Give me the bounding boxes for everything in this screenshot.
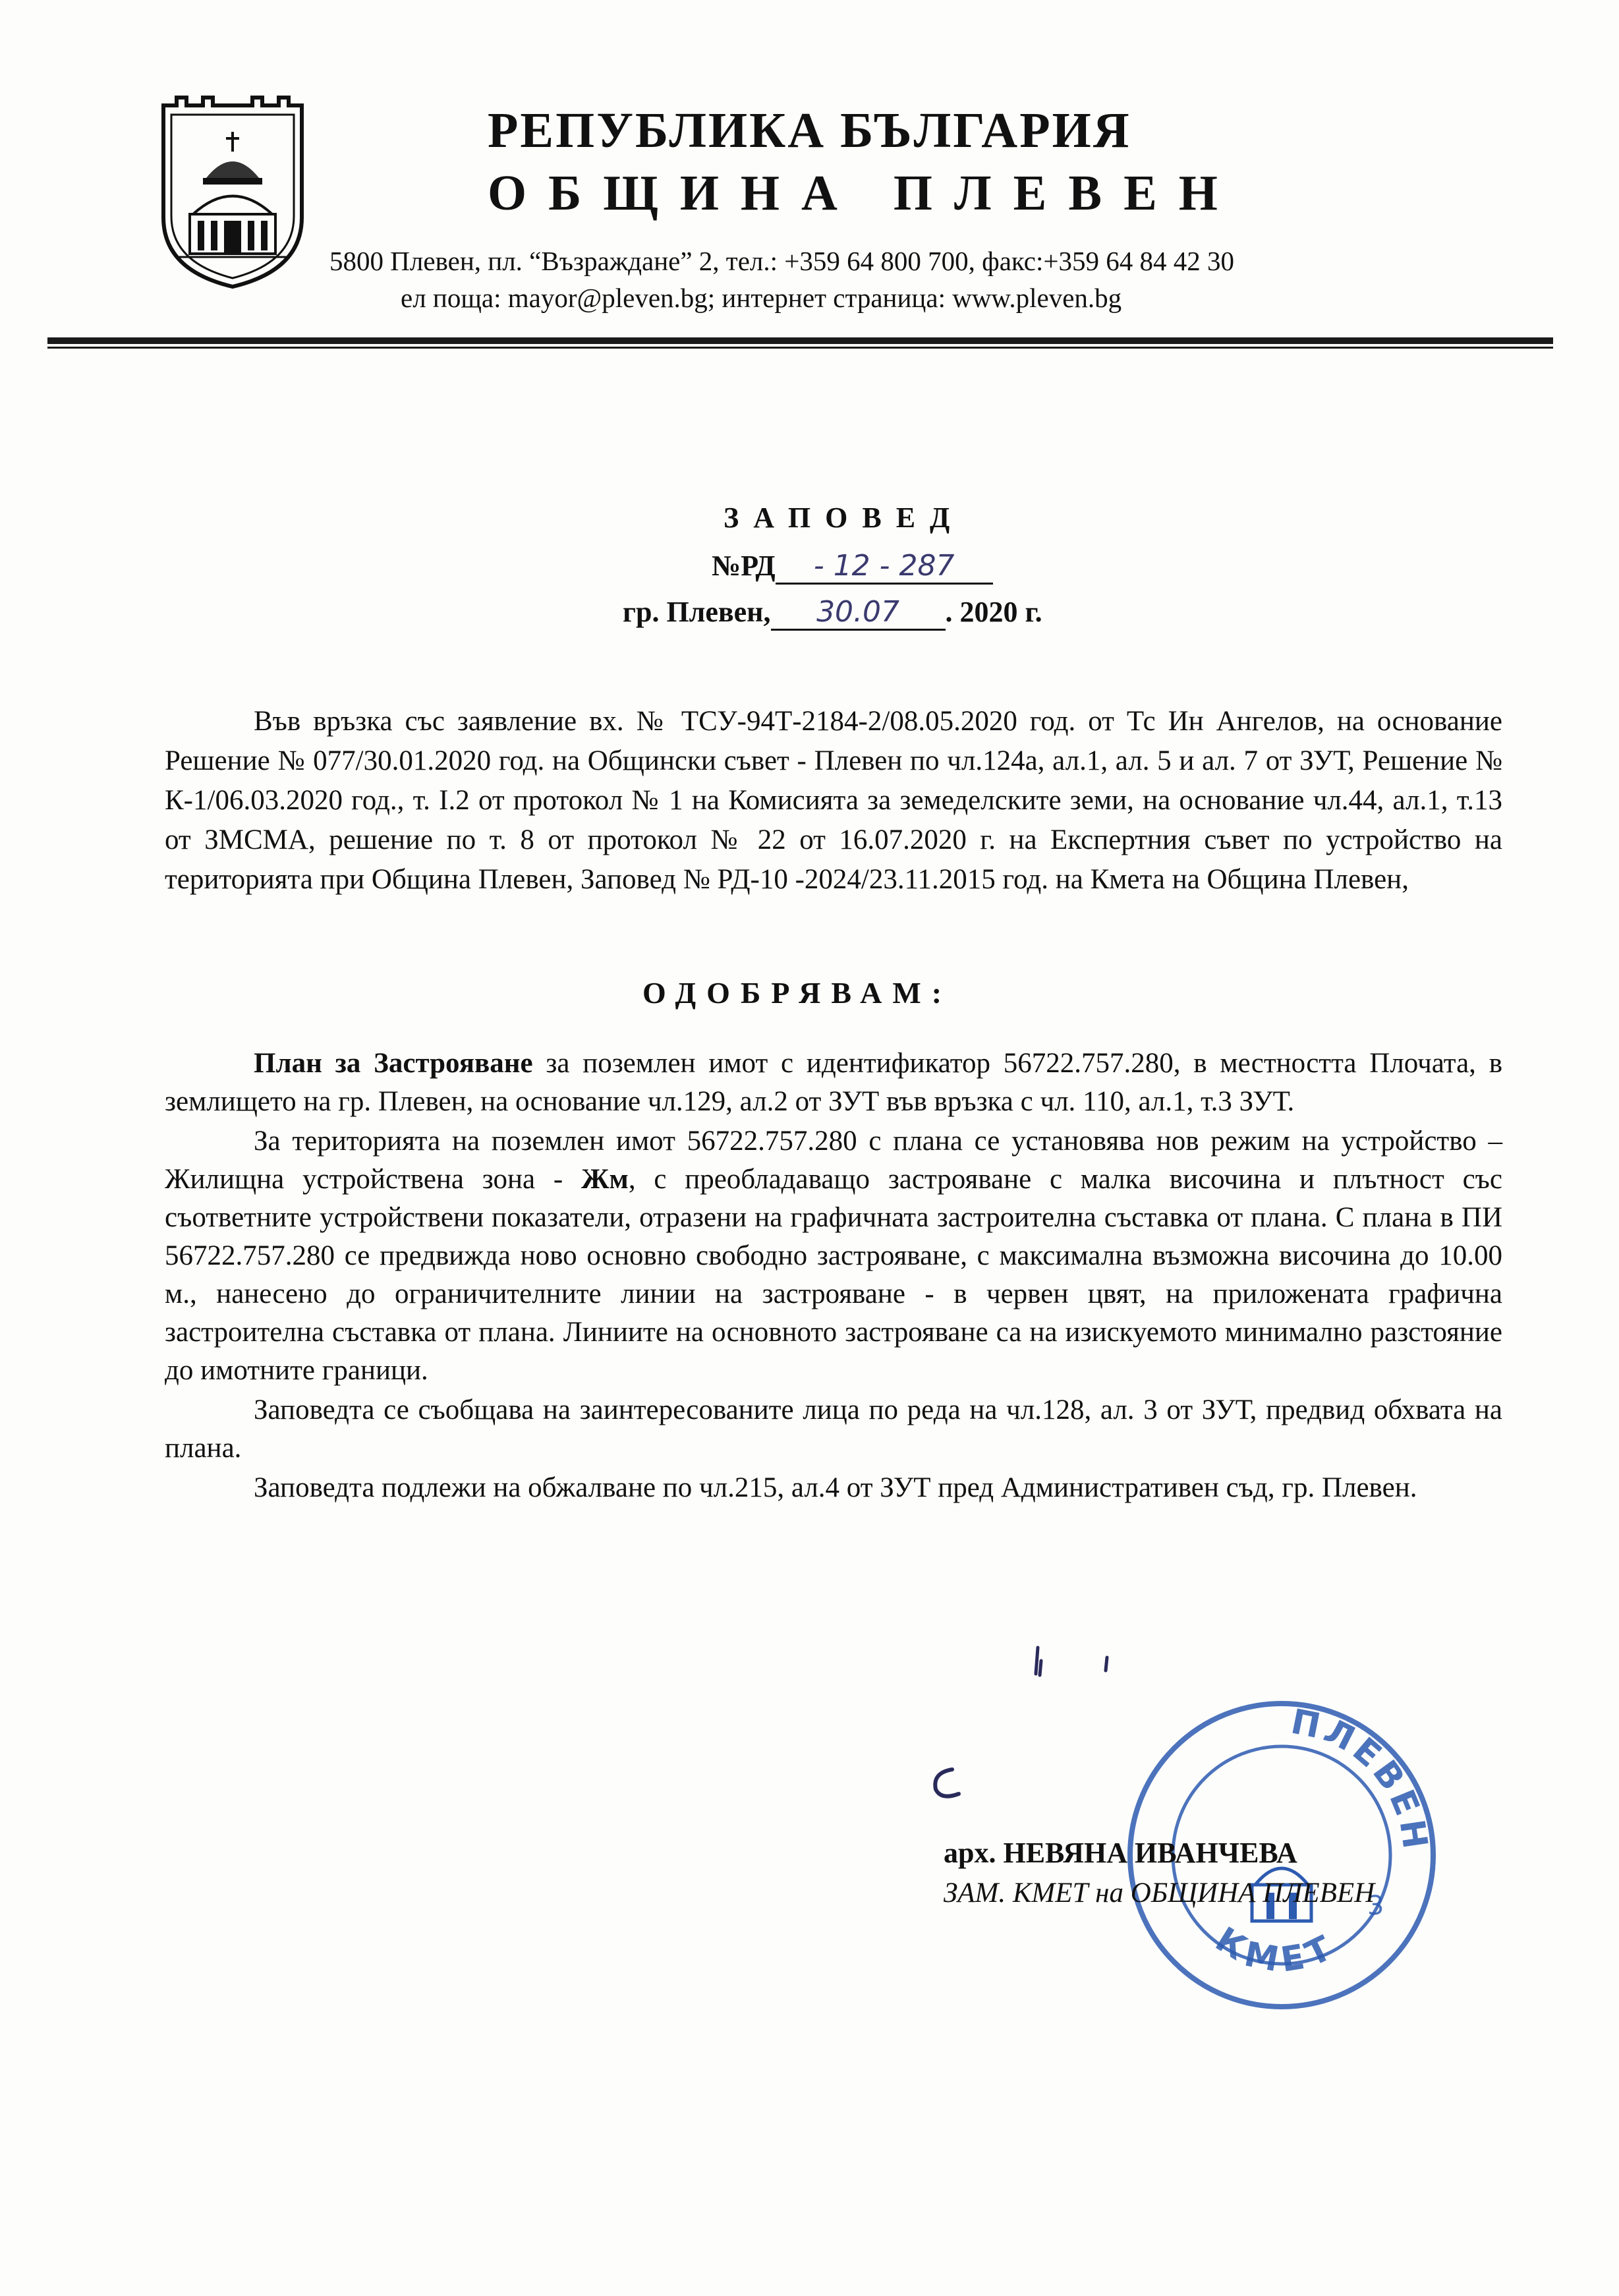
header-rule-thick [47, 337, 1553, 344]
zone-text-a: За територията на поземлен имот 56722.757.280 с плана се установява нов режим на устройство – Жилищна устройствена зона - [165, 1126, 1502, 1195]
paragraph-notification: Заповедта се съобщава на заинтересованите лица по реда на чл.128, ал. 3 от ЗУТ, предвид обхвата на плана. [165, 1394, 1502, 1464]
paragraph-plan [165, 1045, 1502, 1121]
signatory-role: ЗАМ. КМЕТ на ОБЩИНА ПЛЕВЕН [944, 1878, 1375, 1909]
zone-code-bold: Жм [581, 1164, 629, 1195]
intro-paragraph-block [165, 702, 1502, 900]
order-number-line [712, 549, 993, 585]
header-municipality: ОБЩИНА ПЛЕВЕН [488, 165, 1239, 221]
stamp-top-text: ПЛЕВЕН [1288, 1702, 1436, 1855]
header-country: РЕПУБЛИКА БЪЛГАРИЯ [488, 103, 1131, 158]
coat-of-arms-logo [157, 92, 308, 290]
approve-heading: ОДОБРЯВАМ: [642, 976, 953, 1010]
stamp-bottom-text: КМЕТ [1208, 1920, 1344, 1982]
city-prefix: гр. Плевен, [623, 596, 771, 628]
document-title: ЗАПОВЕД [724, 502, 965, 534]
header-rule-thin [47, 347, 1553, 349]
signatory-name: арх. НЕВЯНА ИВАНЧЕВА [944, 1837, 1297, 1869]
plan-description: за поземлен имот с идентификатор 56722.757.280, в местността Плочата, в землището на гр. Плевен, на основание чл.129, ал.2 от ЗУТ във връзка с чл. 110, ал.1, т.3 ЗУТ. [165, 1048, 1503, 1117]
zone-text-b: , с преобладаващо застрояване с малка височина и плътност със съответните устройствени показатели, отразени на графичната застроителна съставка от плана. С плана в ПИ 56722.757.280 се предвижда ново основно свободно застрояване, с максимална възможна височина до 10.00 м., нанесено до ограничителните линии на застрояване - в червен цвят, на приложената графична застроителна съставка от плана. Линиите на основното застрояване са на изискуемото минимално разстояние до имотните граници. [165, 1164, 1502, 1386]
stamp-number: 3 [1367, 1891, 1384, 1921]
paragraph-appeal: Заповедта подлежи на обжалване по чл.215, ал.4 от ЗУТ пред Административен съд, гр. Плевен. [254, 1472, 1417, 1503]
header-contacts: ел поща: mayor@pleven.bg; интернет страница: www.pleven.bg [401, 283, 1122, 313]
header-address: 5800 Плевен, пл. “Възраждане” 2, тел.: +359 64 800 700, факс:+359 64 84 42 30 [329, 246, 1234, 276]
plan-title-bold: План за Застрояване [254, 1048, 533, 1079]
date-handwritten: 30.07 [771, 595, 946, 631]
svg-text:ПЛЕВЕН [1288, 1702, 1435, 1855]
intro-paragraph: Във връзка със заявление вх. № ТСУ-94Т-2184-2/08.05.2020 год. от Тс Ин Ангелов, на основание Решение № 077/30.01.2020 год. на Общински съвет - Плевен по чл.124а, ал.1, ал. 5 и ал. 7 от ЗУТ, Решение № К-1/06.03.2020 год., т. I.2 от протокол № 1 на Комисията за земеделските земи, на основание чл.44, ал.1, т.13 от ЗМСМА, решение по т. 8 от протокол № 22 от 16.07.2020 г. на Експертния съвет по устройство на територията при Община Плевен, Заповед № РД-10 -2024/23.11.2015 год. на Кмета на Община Плевен, [165, 706, 1502, 895]
decision-paragraphs [165, 1045, 1502, 1508]
order-number-prefix: №РД [712, 550, 776, 582]
paragraph-zone [165, 1122, 1502, 1390]
city-date-line [623, 595, 1042, 631]
year-suffix: . 2020 г. [945, 596, 1042, 628]
svg-text:КМЕТ [1208, 1920, 1344, 1981]
order-number-handwritten: - 12 - 287 [776, 549, 993, 585]
